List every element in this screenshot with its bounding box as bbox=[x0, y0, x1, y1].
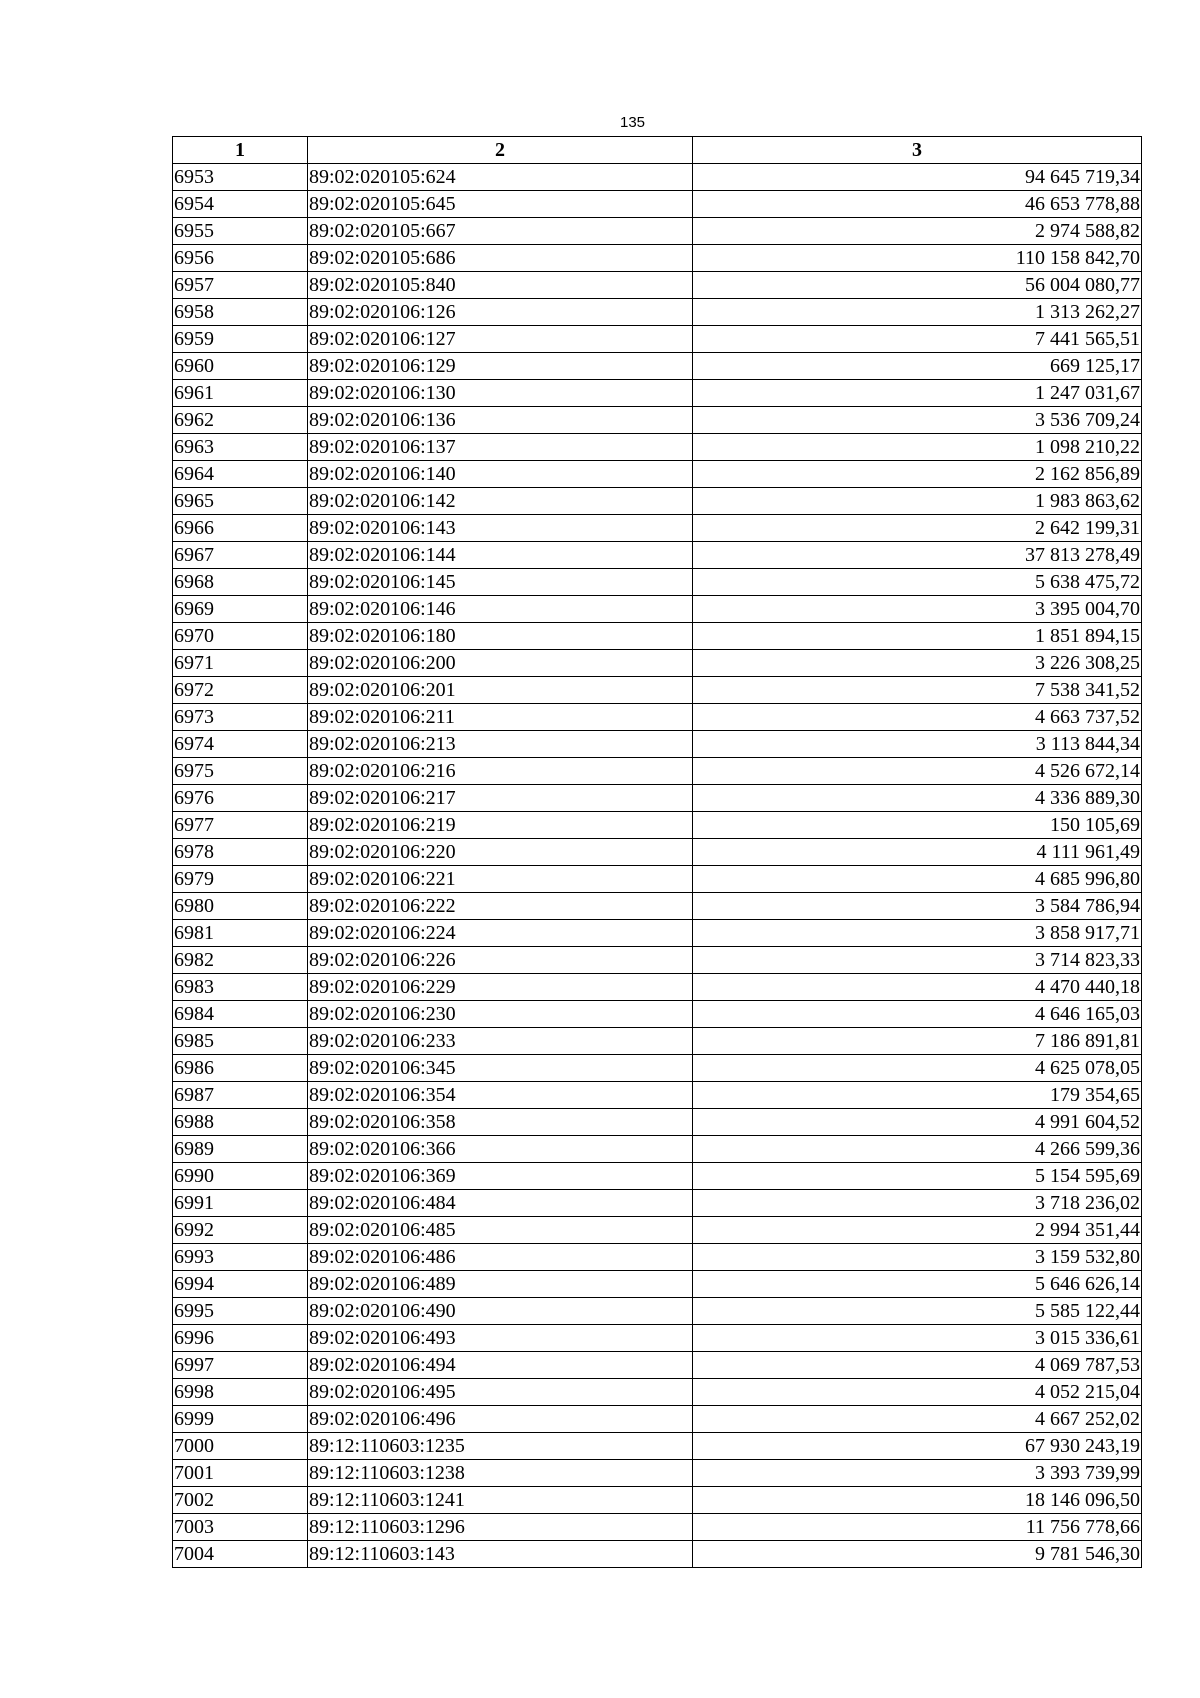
row-number-cell: 6970 bbox=[173, 623, 308, 650]
value-cell: 4 336 889,30 bbox=[693, 785, 1142, 812]
row-number-cell: 6977 bbox=[173, 812, 308, 839]
cadastral-number-cell: 89:02:020106:484 bbox=[308, 1190, 693, 1217]
cadastral-number-cell: 89:02:020106:146 bbox=[308, 596, 693, 623]
value-cell: 7 538 341,52 bbox=[693, 677, 1142, 704]
row-number-cell: 6976 bbox=[173, 785, 308, 812]
table-row bbox=[173, 1325, 1142, 1352]
value-cell: 3 226 308,25 bbox=[693, 650, 1142, 677]
table-row bbox=[173, 1460, 1142, 1487]
cadastral-number-cell: 89:02:020106:126 bbox=[308, 299, 693, 326]
cadastral-number-cell: 89:02:020106:180 bbox=[308, 623, 693, 650]
cadastral-number-cell: 89:02:020106:142 bbox=[308, 488, 693, 515]
table-row bbox=[173, 596, 1142, 623]
cadastral-number-cell: 89:02:020106:213 bbox=[308, 731, 693, 758]
header-row bbox=[173, 137, 1142, 164]
table-row bbox=[173, 1217, 1142, 1244]
table-row bbox=[173, 1514, 1142, 1541]
cadastral-number-cell: 89:02:020106:200 bbox=[308, 650, 693, 677]
value-cell: 37 813 278,49 bbox=[693, 542, 1142, 569]
cadastral-number-cell: 89:02:020106:233 bbox=[308, 1028, 693, 1055]
value-cell: 2 162 856,89 bbox=[693, 461, 1142, 488]
value-cell: 4 625 078,05 bbox=[693, 1055, 1142, 1082]
value-cell: 4 646 165,03 bbox=[693, 1001, 1142, 1028]
value-cell: 4 111 961,49 bbox=[693, 839, 1142, 866]
row-number-cell: 6969 bbox=[173, 596, 308, 623]
cadastral-value-table bbox=[172, 136, 1142, 1568]
value-cell: 179 354,65 bbox=[693, 1082, 1142, 1109]
cadastral-number-cell: 89:02:020105:686 bbox=[308, 245, 693, 272]
row-number-cell: 6958 bbox=[173, 299, 308, 326]
value-cell: 3 159 532,80 bbox=[693, 1244, 1142, 1271]
row-number-cell: 6962 bbox=[173, 407, 308, 434]
row-number-cell: 6980 bbox=[173, 893, 308, 920]
value-cell: 1 247 031,67 bbox=[693, 380, 1142, 407]
row-number-cell: 6983 bbox=[173, 974, 308, 1001]
cadastral-number-cell: 89:12:110603:1296 bbox=[308, 1514, 693, 1541]
row-number-cell: 6987 bbox=[173, 1082, 308, 1109]
cadastral-number-cell: 89:02:020106:494 bbox=[308, 1352, 693, 1379]
row-number-cell: 6975 bbox=[173, 758, 308, 785]
row-number-cell: 6971 bbox=[173, 650, 308, 677]
cadastral-number-cell: 89:02:020106:143 bbox=[308, 515, 693, 542]
cadastral-number-cell: 89:12:110603:143 bbox=[308, 1541, 693, 1568]
value-cell: 5 154 595,69 bbox=[693, 1163, 1142, 1190]
row-number-cell: 7003 bbox=[173, 1514, 308, 1541]
row-number-cell: 6978 bbox=[173, 839, 308, 866]
row-number-cell: 6995 bbox=[173, 1298, 308, 1325]
value-cell: 4 069 787,53 bbox=[693, 1352, 1142, 1379]
value-cell: 5 638 475,72 bbox=[693, 569, 1142, 596]
table-row bbox=[173, 542, 1142, 569]
cadastral-number-cell: 89:12:110603:1235 bbox=[308, 1433, 693, 1460]
value-cell: 4 526 672,14 bbox=[693, 758, 1142, 785]
table-row bbox=[173, 1406, 1142, 1433]
cadastral-number-cell: 89:02:020106:145 bbox=[308, 569, 693, 596]
row-number-cell: 6993 bbox=[173, 1244, 308, 1271]
value-cell: 1 851 894,15 bbox=[693, 623, 1142, 650]
table-row bbox=[173, 353, 1142, 380]
value-cell: 2 642 199,31 bbox=[693, 515, 1142, 542]
row-number-cell: 6986 bbox=[173, 1055, 308, 1082]
cadastral-number-cell: 89:02:020105:645 bbox=[308, 191, 693, 218]
value-cell: 9 781 546,30 bbox=[693, 1541, 1142, 1568]
row-number-cell: 7004 bbox=[173, 1541, 308, 1568]
table-row bbox=[173, 1082, 1142, 1109]
row-number-cell: 6959 bbox=[173, 326, 308, 353]
row-number-cell: 6994 bbox=[173, 1271, 308, 1298]
table-row bbox=[173, 812, 1142, 839]
row-number-cell: 6997 bbox=[173, 1352, 308, 1379]
table-row bbox=[173, 731, 1142, 758]
row-number-cell: 6974 bbox=[173, 731, 308, 758]
cadastral-number-cell: 89:02:020106:496 bbox=[308, 1406, 693, 1433]
value-cell: 5 585 122,44 bbox=[693, 1298, 1142, 1325]
value-cell: 3 858 917,71 bbox=[693, 920, 1142, 947]
value-cell: 3 536 709,24 bbox=[693, 407, 1142, 434]
row-number-cell: 6972 bbox=[173, 677, 308, 704]
row-number-cell: 6984 bbox=[173, 1001, 308, 1028]
value-cell: 11 756 778,66 bbox=[693, 1514, 1142, 1541]
table-row bbox=[173, 839, 1142, 866]
row-number-cell: 6954 bbox=[173, 191, 308, 218]
value-cell: 150 105,69 bbox=[693, 812, 1142, 839]
table-row bbox=[173, 974, 1142, 1001]
row-number-cell: 6963 bbox=[173, 434, 308, 461]
row-number-cell: 6964 bbox=[173, 461, 308, 488]
table-row bbox=[173, 515, 1142, 542]
row-number-cell: 6965 bbox=[173, 488, 308, 515]
table-row bbox=[173, 326, 1142, 353]
value-cell: 3 714 823,33 bbox=[693, 947, 1142, 974]
table-row bbox=[173, 1271, 1142, 1298]
cadastral-number-cell: 89:02:020105:840 bbox=[308, 272, 693, 299]
value-cell: 2 974 588,82 bbox=[693, 218, 1142, 245]
table-row bbox=[173, 218, 1142, 245]
value-cell: 67 930 243,19 bbox=[693, 1433, 1142, 1460]
table-row bbox=[173, 488, 1142, 515]
table-row bbox=[173, 758, 1142, 785]
table-row bbox=[173, 1055, 1142, 1082]
row-number-cell: 6953 bbox=[173, 164, 308, 191]
table-row bbox=[173, 893, 1142, 920]
table-body bbox=[173, 164, 1142, 1568]
value-cell: 3 113 844,34 bbox=[693, 731, 1142, 758]
row-number-cell: 6967 bbox=[173, 542, 308, 569]
table-row bbox=[173, 1433, 1142, 1460]
value-cell: 1 983 863,62 bbox=[693, 488, 1142, 515]
cadastral-number-cell: 89:02:020106:127 bbox=[308, 326, 693, 353]
cadastral-number-cell: 89:02:020106:222 bbox=[308, 893, 693, 920]
table-row bbox=[173, 1379, 1142, 1406]
table-row bbox=[173, 380, 1142, 407]
table-row bbox=[173, 920, 1142, 947]
table-row bbox=[173, 461, 1142, 488]
value-cell: 7 186 891,81 bbox=[693, 1028, 1142, 1055]
table-row bbox=[173, 1487, 1142, 1514]
cadastral-number-cell: 89:02:020106:358 bbox=[308, 1109, 693, 1136]
row-number-cell: 6999 bbox=[173, 1406, 308, 1433]
value-cell: 4 052 215,04 bbox=[693, 1379, 1142, 1406]
table-row bbox=[173, 1001, 1142, 1028]
cadastral-number-cell: 89:02:020106:221 bbox=[308, 866, 693, 893]
cadastral-number-cell: 89:02:020106:137 bbox=[308, 434, 693, 461]
table-row bbox=[173, 1163, 1142, 1190]
value-cell: 4 663 737,52 bbox=[693, 704, 1142, 731]
row-number-cell: 6956 bbox=[173, 245, 308, 272]
cadastral-number-cell: 89:02:020106:130 bbox=[308, 380, 693, 407]
table-row bbox=[173, 191, 1142, 218]
row-number-cell: 7000 bbox=[173, 1433, 308, 1460]
cadastral-number-cell: 89:02:020106:217 bbox=[308, 785, 693, 812]
cadastral-number-cell: 89:02:020106:493 bbox=[308, 1325, 693, 1352]
table-row bbox=[173, 704, 1142, 731]
table-row bbox=[173, 569, 1142, 596]
row-number-cell: 6996 bbox=[173, 1325, 308, 1352]
cadastral-number-cell: 89:02:020106:144 bbox=[308, 542, 693, 569]
value-cell: 3 584 786,94 bbox=[693, 893, 1142, 920]
value-cell: 2 994 351,44 bbox=[693, 1217, 1142, 1244]
cadastral-number-cell: 89:02:020105:667 bbox=[308, 218, 693, 245]
row-number-cell: 6973 bbox=[173, 704, 308, 731]
cadastral-number-cell: 89:02:020106:224 bbox=[308, 920, 693, 947]
row-number-cell: 6981 bbox=[173, 920, 308, 947]
table-row bbox=[173, 272, 1142, 299]
table-row bbox=[173, 1190, 1142, 1217]
table-row bbox=[173, 1244, 1142, 1271]
cadastral-number-cell: 89:02:020106:495 bbox=[308, 1379, 693, 1406]
cadastral-number-cell: 89:02:020106:229 bbox=[308, 974, 693, 1001]
column-header-3: 3 bbox=[693, 137, 1142, 164]
cadastral-number-cell: 89:02:020105:624 bbox=[308, 164, 693, 191]
value-cell: 4 667 252,02 bbox=[693, 1406, 1142, 1433]
row-number-cell: 6998 bbox=[173, 1379, 308, 1406]
row-number-cell: 6991 bbox=[173, 1190, 308, 1217]
value-cell: 1 098 210,22 bbox=[693, 434, 1142, 461]
column-header-1: 1 bbox=[173, 137, 308, 164]
value-cell: 3 395 004,70 bbox=[693, 596, 1142, 623]
value-cell: 1 313 262,27 bbox=[693, 299, 1142, 326]
value-cell: 4 266 599,36 bbox=[693, 1136, 1142, 1163]
table-row bbox=[173, 407, 1142, 434]
cadastral-number-cell: 89:02:020106:486 bbox=[308, 1244, 693, 1271]
cadastral-number-cell: 89:02:020106:489 bbox=[308, 1271, 693, 1298]
row-number-cell: 6992 bbox=[173, 1217, 308, 1244]
row-number-cell: 6982 bbox=[173, 947, 308, 974]
row-number-cell: 6957 bbox=[173, 272, 308, 299]
row-number-cell: 6989 bbox=[173, 1136, 308, 1163]
value-cell: 110 158 842,70 bbox=[693, 245, 1142, 272]
table-row bbox=[173, 245, 1142, 272]
row-number-cell: 6960 bbox=[173, 353, 308, 380]
table-row bbox=[173, 1028, 1142, 1055]
value-cell: 4 685 996,80 bbox=[693, 866, 1142, 893]
table-row bbox=[173, 1541, 1142, 1568]
cadastral-number-cell: 89:02:020106:136 bbox=[308, 407, 693, 434]
value-cell: 3 393 739,99 bbox=[693, 1460, 1142, 1487]
value-cell: 5 646 626,14 bbox=[693, 1271, 1142, 1298]
table-row bbox=[173, 1352, 1142, 1379]
table-row bbox=[173, 623, 1142, 650]
table-row bbox=[173, 164, 1142, 191]
cadastral-number-cell: 89:02:020106:201 bbox=[308, 677, 693, 704]
cadastral-number-cell: 89:12:110603:1238 bbox=[308, 1460, 693, 1487]
table-row bbox=[173, 1136, 1142, 1163]
cadastral-number-cell: 89:02:020106:369 bbox=[308, 1163, 693, 1190]
table-row bbox=[173, 1109, 1142, 1136]
cadastral-number-cell: 89:02:020106:216 bbox=[308, 758, 693, 785]
cadastral-number-cell: 89:02:020106:354 bbox=[308, 1082, 693, 1109]
cadastral-number-cell: 89:02:020106:226 bbox=[308, 947, 693, 974]
row-number-cell: 6985 bbox=[173, 1028, 308, 1055]
row-number-cell: 6961 bbox=[173, 380, 308, 407]
value-cell: 669 125,17 bbox=[693, 353, 1142, 380]
table-row bbox=[173, 785, 1142, 812]
row-number-cell: 6968 bbox=[173, 569, 308, 596]
row-number-cell: 6990 bbox=[173, 1163, 308, 1190]
table-row bbox=[173, 677, 1142, 704]
cadastral-number-cell: 89:02:020106:485 bbox=[308, 1217, 693, 1244]
cadastral-number-cell: 89:02:020106:219 bbox=[308, 812, 693, 839]
value-cell: 4 470 440,18 bbox=[693, 974, 1142, 1001]
cadastral-number-cell: 89:02:020106:140 bbox=[308, 461, 693, 488]
row-number-cell: 6955 bbox=[173, 218, 308, 245]
table-row bbox=[173, 650, 1142, 677]
value-cell: 18 146 096,50 bbox=[693, 1487, 1142, 1514]
cadastral-number-cell: 89:02:020106:211 bbox=[308, 704, 693, 731]
table-row bbox=[173, 947, 1142, 974]
cadastral-number-cell: 89:02:020106:490 bbox=[308, 1298, 693, 1325]
cadastral-number-cell: 89:02:020106:220 bbox=[308, 839, 693, 866]
column-header-2: 2 bbox=[308, 137, 693, 164]
value-cell: 94 645 719,34 bbox=[693, 164, 1142, 191]
table-row bbox=[173, 299, 1142, 326]
row-number-cell: 6988 bbox=[173, 1109, 308, 1136]
table-row bbox=[173, 434, 1142, 461]
cadastral-number-cell: 89:02:020106:230 bbox=[308, 1001, 693, 1028]
value-cell: 3 015 336,61 bbox=[693, 1325, 1142, 1352]
value-cell: 46 653 778,88 bbox=[693, 191, 1142, 218]
cadastral-number-cell: 89:12:110603:1241 bbox=[308, 1487, 693, 1514]
cadastral-number-cell: 89:02:020106:345 bbox=[308, 1055, 693, 1082]
table-row bbox=[173, 1298, 1142, 1325]
value-cell: 56 004 080,77 bbox=[693, 272, 1142, 299]
cadastral-number-cell: 89:02:020106:129 bbox=[308, 353, 693, 380]
value-cell: 3 718 236,02 bbox=[693, 1190, 1142, 1217]
value-cell: 7 441 565,51 bbox=[693, 326, 1142, 353]
row-number-cell: 6966 bbox=[173, 515, 308, 542]
row-number-cell: 7002 bbox=[173, 1487, 308, 1514]
row-number-cell: 7001 bbox=[173, 1460, 308, 1487]
table-header bbox=[173, 137, 1142, 164]
table-row bbox=[173, 866, 1142, 893]
row-number-cell: 6979 bbox=[173, 866, 308, 893]
page-number: 135 bbox=[619, 114, 646, 131]
value-cell: 4 991 604,52 bbox=[693, 1109, 1142, 1136]
cadastral-number-cell: 89:02:020106:366 bbox=[308, 1136, 693, 1163]
